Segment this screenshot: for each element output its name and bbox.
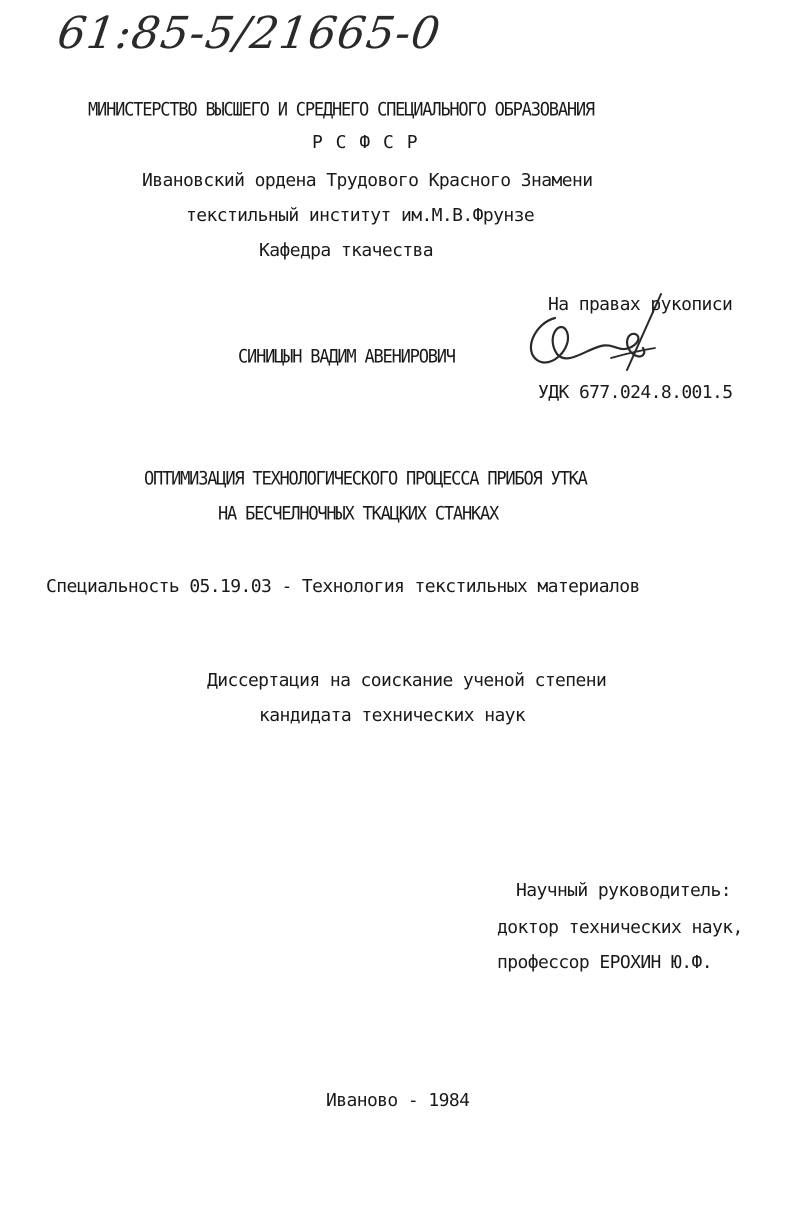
manuscript-note: На правах рукописи: [548, 294, 733, 315]
footer-place-year: Иваново - 1984: [326, 1090, 470, 1111]
supervisor-degree: доктор технических наук,: [497, 917, 743, 938]
title-line-2: НА БЕСЧЕЛНОЧНЫХ ТКАЦКИХ СТАНКАХ: [218, 503, 499, 525]
dissertation-line-2: кандидата технических наук: [259, 705, 526, 726]
archive-number: 61:85-5/21665-0: [54, 8, 444, 59]
supervisor-name: профессор ЕРОХИН Ю.Ф.: [497, 952, 712, 973]
specialty-line: Специальность 05.19.03 - Технология текстильных материалов: [46, 576, 640, 597]
dissertation-line-1: Диссертация на соискание ученой степени: [207, 670, 607, 691]
ministry-line: МИНИСТЕРСТВО ВЫСШЕГО И СРЕДНЕГО СПЕЦИАЛЬНОГО ОБРАЗОВАНИЯ: [88, 99, 594, 121]
signature-icon: [515, 288, 675, 388]
supervisor-label: Научный руководитель:: [516, 880, 731, 901]
institute-line-2: текстильный институт им.М.В.Фрунзе: [186, 205, 535, 226]
department-line: Кафедра ткачества: [259, 240, 434, 261]
udc-code: УДК 677.024.8.001.5: [538, 382, 733, 403]
title-line-1: ОПТИМИЗАЦИЯ ТЕХНОЛОГИЧЕСКОГО ПРОЦЕССА ПРИБОЯ УТКА: [144, 468, 587, 490]
republic-line: Р С Ф С Р: [312, 132, 419, 153]
author-name: СИНИЦЫН ВАДИМ АВЕНИРОВИЧ: [238, 346, 455, 368]
institute-line-1: Ивановский ордена Трудового Красного Знамени: [142, 170, 593, 191]
